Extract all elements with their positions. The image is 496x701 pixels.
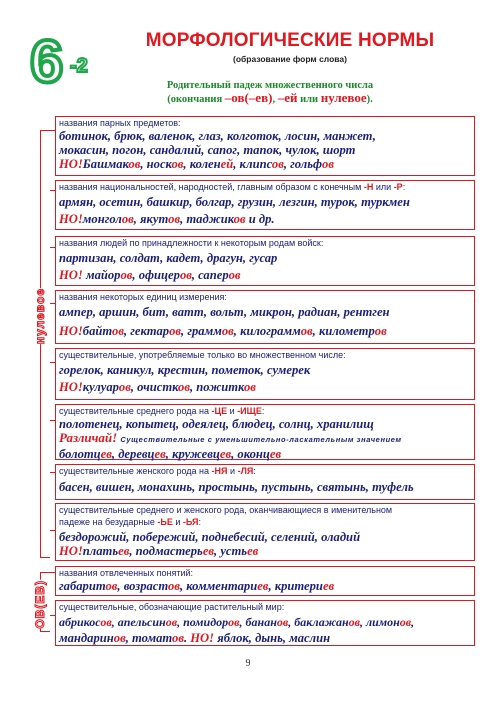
exception-line: НО!кулуаров, очистков, пожитков	[59, 380, 256, 394]
word-ending: ев	[202, 544, 215, 558]
word-form: платьев,	[82, 544, 136, 558]
example-line: армян, осетин, башкир, болгар, грузин, лезгин, турок, туркмен	[59, 195, 410, 209]
logo-suffix: -2	[70, 55, 88, 77]
section-number-logo	[28, 30, 112, 92]
word-form: клипсов,	[239, 157, 291, 171]
word-form: лимонов,	[366, 615, 415, 629]
topic-line2: (окончания –ов(–ев), –ей или нулевое).	[167, 90, 373, 105]
word-form: мандаринов,	[59, 631, 132, 645]
distinguish-line: Различай! Существительные с уменьшительно-ласкательным значением	[59, 430, 402, 445]
word-form: помидоров,	[183, 615, 246, 629]
word-ending: ов	[243, 380, 256, 394]
word-ending: ов	[228, 615, 240, 629]
word-ending: ов	[399, 615, 412, 629]
word-form: байтов,	[82, 324, 131, 338]
word-form: килограммов,	[240, 324, 319, 338]
example-line: ампер, аршин, бит, ватт, вольт, микрон, радиан, рентген	[59, 305, 390, 319]
section-feminine-nya	[55, 464, 475, 500]
example-line: полотенец, копытец, одеялец, блюдец, солнц, хранилищ	[59, 417, 374, 431]
exception-line	[56, 447, 474, 461]
exception-line: НО!Башмаков, носков, коленей, клипсов, гольфов	[59, 157, 334, 171]
word-ending: ов	[178, 380, 190, 394]
section-plants	[55, 600, 475, 646]
word-form: комментариев,	[186, 579, 275, 593]
word-ending: ов	[271, 157, 284, 171]
word-ending: ев	[257, 579, 269, 593]
word-ending: ов	[322, 157, 334, 171]
word-form: таджиков и др.	[186, 212, 275, 226]
word-ending: ов	[276, 615, 289, 629]
word-ending: ов	[348, 615, 361, 629]
word-ending: ев	[154, 447, 166, 461]
word-form: болотцев,	[59, 447, 119, 461]
word-ending: ов	[121, 212, 134, 226]
example-line: бездорожий, побережий, поднебесий, селений, оладий	[59, 530, 361, 544]
section-header: названия отвлеченных понятий:	[59, 568, 194, 578]
example-line: мокасин, погон, сандалий, сапог, тапок, чулок, шорт	[59, 143, 356, 157]
word-ending: ов	[179, 268, 192, 282]
word-ending: ов	[128, 157, 141, 171]
word-form: Башмаков,	[82, 157, 147, 171]
ending-zero: нулевое	[320, 90, 367, 105]
zero-ending-label: нулевое	[33, 288, 47, 345]
word-form: деревцев,	[118, 447, 173, 461]
word-form: возрастов,	[123, 579, 187, 593]
word-ending: ев	[322, 579, 335, 593]
word-ending: ев	[219, 447, 232, 461]
word-form: баклажанов,	[294, 615, 367, 629]
word-form: носков,	[146, 157, 190, 171]
word-ending: ов	[168, 212, 181, 226]
word-form: пожитков	[196, 380, 256, 394]
section-header: названия некоторых единиц измерения:	[59, 292, 227, 302]
word-ending: ов	[105, 579, 118, 593]
word-form: очистков,	[137, 380, 197, 394]
example-line: басен, вишен, монахинь, простынь, пустынь, святынь, туфель	[59, 480, 414, 494]
page-subtitle: (образование форм слова)	[233, 54, 347, 64]
exception-line: НО!платьев, подмастерьев, устьев	[59, 544, 259, 558]
section-header: существительные среднего и женского рода, оканчивающиеся в именительном	[59, 505, 393, 515]
word-form: оконцев	[237, 447, 282, 461]
example-line	[56, 579, 474, 593]
exception-line: мандаринов, томатов. НО! яблок, дынь, маслин	[59, 631, 331, 645]
topic-line1: Родительный падеж множественного числа	[166, 80, 374, 91]
section-nationalities	[55, 180, 475, 230]
word-form: километров	[318, 324, 387, 338]
word-form: критериев	[274, 579, 335, 593]
section-header: названия людей по принадлежности к некоторым родам войск:	[59, 238, 324, 248]
word-ending: ов	[112, 324, 124, 338]
example-line	[56, 615, 474, 629]
topic-heading	[120, 80, 420, 106]
logo-number: 6	[30, 30, 64, 92]
word-form: кулуаров,	[82, 380, 138, 394]
word-ending: ов	[120, 268, 133, 282]
word-ending: ей	[220, 157, 234, 171]
example-line: ботинок, брюк, валенок, глаз, колготок, лосин, манжет,	[59, 129, 376, 143]
word-form: гольфов	[290, 157, 334, 171]
ending-ov-ev: –ов(–ев)	[224, 90, 273, 105]
word-form: подмастерьев,	[135, 544, 221, 558]
word-ending: ев	[247, 544, 259, 558]
exception-line: НО!монголов, якутов, таджиков и др.	[59, 212, 275, 226]
word-ending: ов	[171, 157, 184, 171]
word-form: якутов,	[140, 212, 187, 226]
word-ending: ов	[228, 268, 241, 282]
section-header: названия парных предметов:	[59, 118, 181, 128]
exception-items	[83, 157, 334, 171]
word-ending: ов	[374, 324, 387, 338]
word-ending: ев	[100, 447, 112, 461]
section-header: существительные среднего рода на -ЦЕ и -ИЩЕ:	[59, 406, 265, 416]
word-ending: ов	[113, 631, 126, 645]
page-title: МОРФОЛОГИЧЕСКИЕ НОРМЫ	[145, 30, 435, 51]
section-plural-only	[55, 348, 475, 400]
word-form: кружевцев,	[172, 447, 238, 461]
section-abstract	[55, 566, 475, 596]
ov-ending-label: ОВ(ЕВ)	[33, 580, 47, 629]
word-form: офицеров,	[138, 268, 199, 282]
word-form: устьев	[220, 544, 259, 558]
word-ending: ов	[169, 324, 182, 338]
section-military	[55, 236, 475, 286]
word-ending: ов	[172, 631, 184, 645]
word-form: майоров,	[85, 268, 139, 282]
word-ending: ов	[118, 380, 131, 394]
section-header: существительные, обозначающие растительный мир:	[59, 602, 285, 612]
section-paired-items	[55, 116, 475, 176]
word-form: саперов	[198, 268, 241, 282]
word-form: абрикосов,	[59, 615, 118, 629]
section-ie-ya	[55, 503, 475, 561]
word-ending: ов	[300, 324, 313, 338]
section-units	[55, 290, 475, 344]
word-ending: ев	[269, 447, 282, 461]
page-number: 9	[245, 658, 251, 669]
word-ending: ов	[100, 615, 112, 629]
word-form: монголов,	[82, 212, 141, 226]
word-form: габаритов,	[59, 579, 124, 593]
example-line: партизан, солдат, кадет, драгун, гусар	[59, 251, 278, 265]
word-ending: ов	[165, 615, 178, 629]
exception-line: НО!байтов, гектаров, граммов, килограммов, километров	[59, 324, 387, 338]
word-form: апельсинов,	[117, 615, 184, 629]
word-form: коленей,	[189, 157, 240, 171]
section-header: названия национальностей, народностей, главным образом с конечным -Н или -Р:	[59, 182, 406, 192]
section-header-cont: падеже на безударные -ЬЕ и -ЬЯ:	[59, 517, 201, 527]
word-form: бананов,	[245, 615, 295, 629]
section-header: существительные, употребляемые только во множественном числе:	[59, 350, 346, 360]
word-ending: ов	[168, 579, 180, 593]
section-header: существительные женского рода на -НЯ и -ЛЯ:	[59, 466, 256, 476]
example-line: горелок, каникул, крестин, пометок, сумерек	[59, 363, 311, 377]
word-ending: ов	[233, 212, 246, 226]
word-form: граммов,	[187, 324, 241, 338]
word-ending: ев	[118, 544, 130, 558]
word-ending: ов	[221, 324, 234, 338]
exception-line: НО! майоров, офицеров, саперов	[59, 268, 241, 282]
section-neuter-tse	[55, 404, 475, 460]
ending-ey: –ей	[277, 90, 298, 105]
word-form: томатов.	[132, 631, 191, 645]
word-form: гектаров,	[130, 324, 188, 338]
